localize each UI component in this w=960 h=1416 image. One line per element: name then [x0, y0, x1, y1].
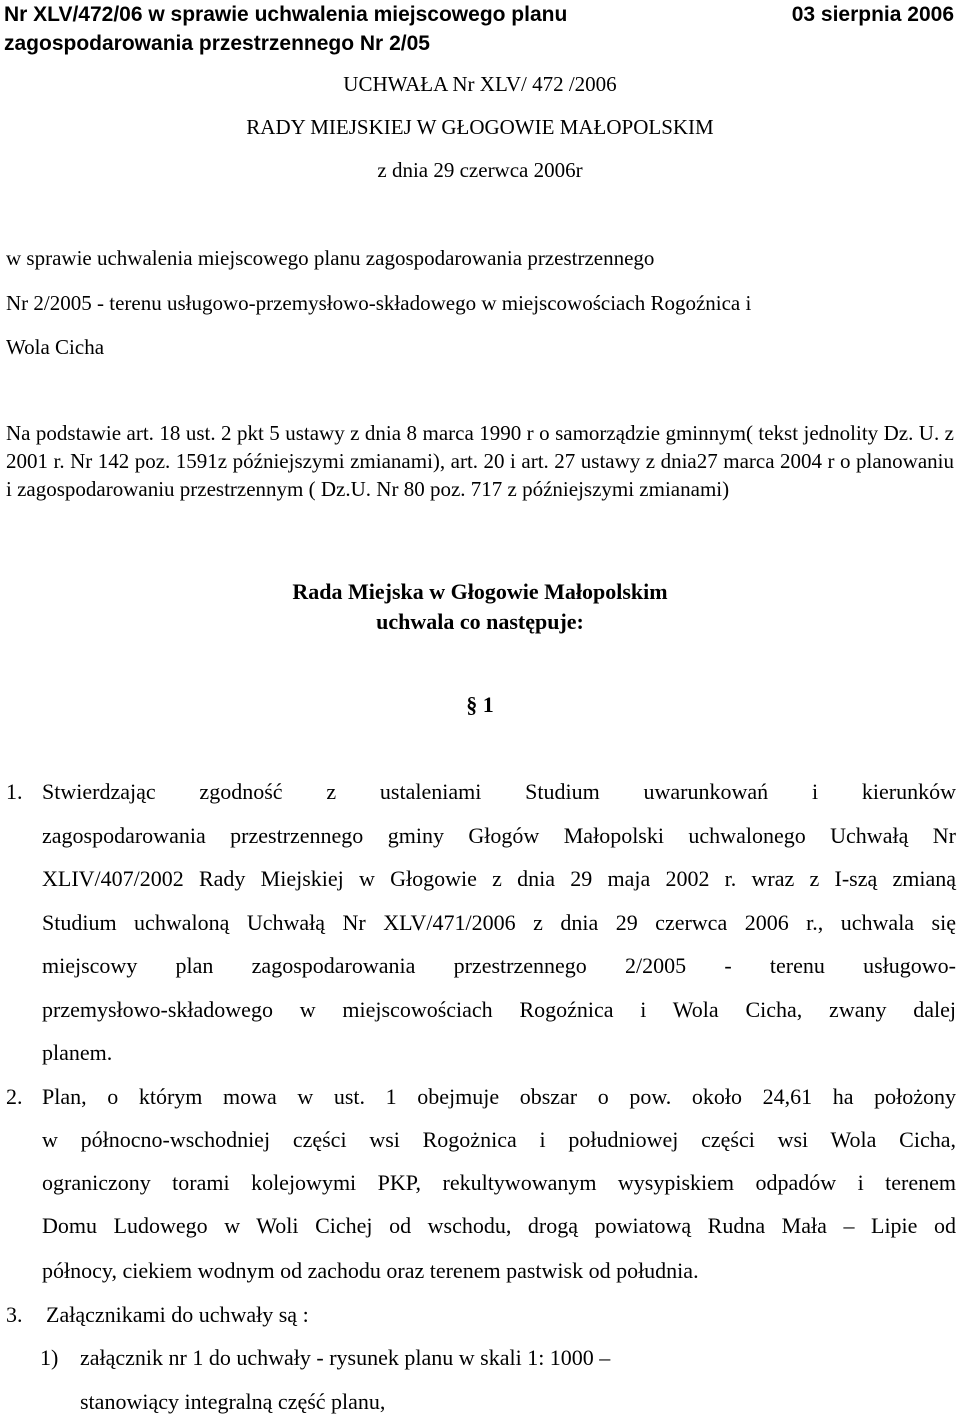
paragraph-2-line-5: północy, ciekiem wodnym od zachodu oraz terenem pastwisk od południa.	[42, 1258, 699, 1283]
paragraph-1-number: 1.	[6, 779, 23, 804]
paragraph-3	[6, 1301, 309, 1329]
paragraph-1-line-3: XLIV/407/2002 Rady Miejskiej w Głogowie z dnia 29 maja 2002 r. wraz z I-szą zmianą	[42, 866, 956, 891]
paragraph-2-text-1: Plan, o którym mowa w ust. 1 obejmuje obszar o pow. około 24,61 ha położony	[42, 1084, 956, 1109]
resolution-date: z dnia 29 czerwca 2006r	[377, 158, 583, 182]
paragraph-2-line-3: ograniczony torami kolejowymi PKP, rekultywowanym wysypiskiem odpadów i terenem	[42, 1170, 956, 1195]
paragraph-1-text-1: Stwierdzając zgodność z ustaleniami Studium uwarunkowań i kierunków	[42, 779, 956, 804]
document-header-date: 03 sierpnia 2006	[791, 3, 954, 26]
paragraph-2-line-4: Domu Ludowego w Woli Cichej od wschodu, drogą powiatową Rudna Mała – Lipie od	[42, 1213, 956, 1238]
paragraph-3-number: 3.	[6, 1302, 23, 1327]
paragraph-2-line-1	[6, 1083, 956, 1111]
document-header-title	[4, 0, 684, 58]
section-heading: § 1	[466, 692, 494, 717]
subject-line-3: Wola Cicha	[6, 335, 105, 359]
paragraph-2-number: 2.	[6, 1084, 23, 1109]
paragraph-3-text: Załącznikami do uchwały są :	[46, 1302, 309, 1327]
legal-basis-paragraph: Na podstawie art. 18 ust. 2 pkt 5 ustawy z dnia 8 marca 1990 r o samorządzie gminnym( tekst jednolity Dz. U. z 2001 r. Nr 142 poz. 1591z późniejszymi zmianami), art. 20 i art. 27 ustawy z dnia27 marca 2004 r o planowaniu i zagospodarowaniu przestrzennym ( Dz.U. Nr 80 poz. 717 z późniejszymi zmianami)	[6, 421, 954, 501]
paragraph-1-line-5: miejscowy plan zagospodarowania przestrzennego 2/2005 - terenu usługowo-	[42, 953, 956, 978]
attachment-1-text: załącznik nr 1 do uchwały - rysunek planu w skali 1: 1000 –	[80, 1345, 611, 1370]
attachment-1-number: 1)	[40, 1345, 59, 1370]
subject-line-2: Nr 2/2005 - terenu usługowo-przemysłowo-składowego w miejscowościach Rogoźnica i	[6, 291, 752, 315]
paragraph-1-line-2: zagospodarowania przestrzennego gminy Głogów Małopolski uchwalonego Uchwałą Nr	[42, 823, 956, 848]
paragraph-2-line-2: w północno-wschodniej części wsi Rogożnica i południowej części wsi Wola Cicha,	[42, 1127, 956, 1152]
attachment-1-line-2: stanowiący integralną część planu,	[80, 1389, 386, 1414]
attachment-1-line-1	[40, 1344, 610, 1372]
council-decides-line-1: Rada Miejska w Głogowie Małopolskim	[292, 579, 668, 604]
resolution-number: UCHWAŁA Nr XLV/ 472 /2006	[343, 72, 617, 96]
paragraph-1-line-7: planem.	[42, 1040, 113, 1065]
council-decides-line-2: uchwala co następuje:	[376, 609, 584, 634]
header-title-line-1: Nr XLV/472/06 w sprawie uchwalenia miejscowego planu	[4, 3, 568, 26]
paragraph-1-line-1	[6, 778, 956, 806]
subject-line-1: w sprawie uchwalenia miejscowego planu zagospodarowania przestrzennego	[6, 246, 655, 270]
header-title-line-2: zagospodarowania przestrzennego Nr 2/05	[4, 32, 430, 55]
paragraph-1-line-6: przemysłowo-składowego w miejscowościach Rogoźnica i Wola Cicha, zwany dalej	[42, 997, 956, 1022]
resolution-council: RADY MIEJSKIEJ W GŁOGOWIE MAŁOPOLSKIM	[246, 115, 714, 139]
paragraph-1-line-4: Studium uchwaloną Uchwałą Nr XLV/471/2006 z dnia 29 czerwca 2006 r., uchwala się	[42, 910, 956, 935]
